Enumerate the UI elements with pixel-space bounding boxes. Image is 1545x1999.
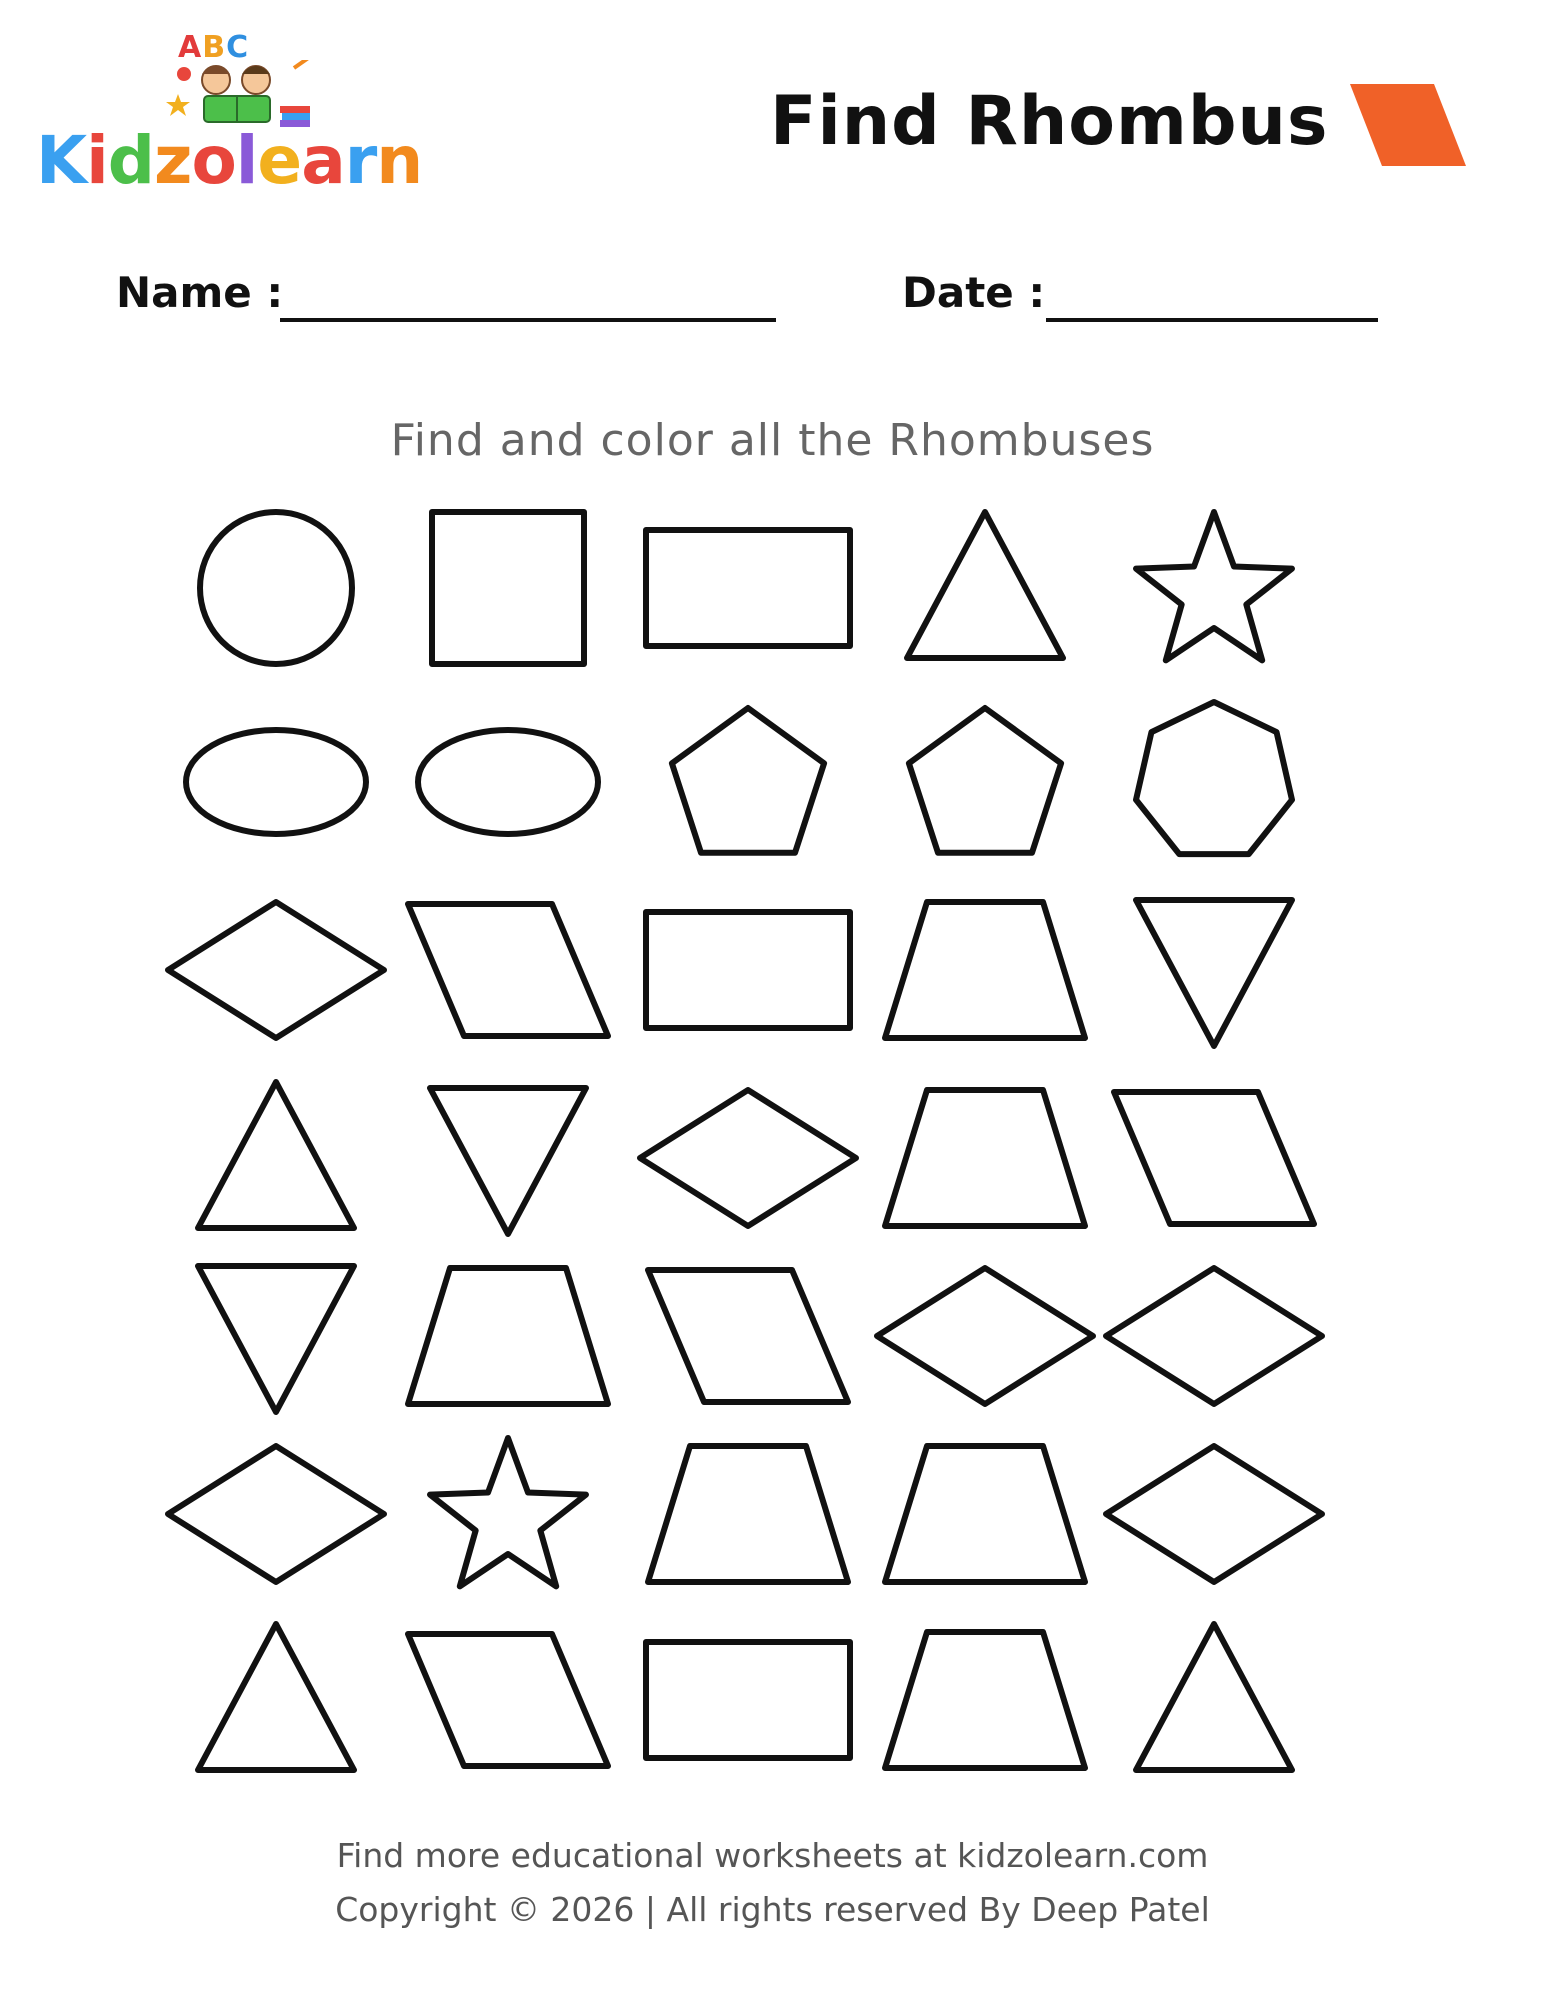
trapezoid-shape[interactable]: [648, 1446, 848, 1582]
trapezoid-shape[interactable]: [885, 902, 1085, 1038]
trapezoid-shape[interactable]: [885, 1090, 1085, 1226]
star-shape[interactable]: [430, 1438, 586, 1586]
logo-char: r: [344, 122, 377, 199]
triangle-shape[interactable]: [198, 1082, 354, 1228]
triangle-shape[interactable]: [1136, 1624, 1292, 1770]
logo-char: o: [191, 122, 236, 199]
rhombus-shape[interactable]: [168, 902, 384, 1038]
logo-char: l: [235, 122, 258, 199]
triangle-shape[interactable]: [198, 1624, 354, 1770]
trapezoid-shape[interactable]: [885, 1446, 1085, 1582]
rhombus-shape[interactable]: [640, 1090, 856, 1226]
rhombus-shape[interactable]: [168, 1446, 384, 1582]
square-shape[interactable]: [432, 512, 584, 664]
ellipse-shape[interactable]: [418, 730, 598, 834]
logo-letter-c: C: [226, 30, 250, 65]
rectangle-shape[interactable]: [646, 1642, 850, 1758]
inverted-triangle-shape[interactable]: [430, 1088, 586, 1234]
inverted-triangle-shape[interactable]: [1136, 900, 1292, 1046]
logo-char: z: [154, 122, 192, 199]
heptagon-shape[interactable]: [1136, 702, 1292, 854]
logo-char: a: [301, 122, 345, 199]
inverted-triangle-shape[interactable]: [198, 1266, 354, 1412]
parallelogram-shape[interactable]: [408, 1634, 608, 1766]
ellipse-shape[interactable]: [186, 730, 366, 834]
rectangle-shape[interactable]: [646, 530, 850, 646]
parallelogram-shape[interactable]: [648, 1270, 848, 1402]
star-shape[interactable]: [1136, 512, 1292, 660]
name-label: Name :: [116, 268, 284, 317]
logo-char: K: [36, 122, 87, 199]
triangle-shape[interactable]: [907, 512, 1063, 658]
footer-website-line: Find more educational worksheets at kidzolearn.com: [336, 1836, 1209, 1875]
rhombus-shape[interactable]: [1106, 1268, 1322, 1404]
logo-char: d: [107, 122, 155, 199]
date-label: Date :: [902, 268, 1046, 317]
parallelogram-shape[interactable]: [408, 904, 608, 1036]
footer-copyright-line: Copyright © 2026 | All rights reserved By Deep Patel: [335, 1890, 1210, 1929]
logo-char: n: [376, 122, 423, 199]
parallelogram-shape[interactable]: [1114, 1092, 1314, 1224]
trapezoid-shape[interactable]: [408, 1268, 608, 1404]
instruction-text: Find and color all the Rhombuses: [390, 415, 1155, 466]
trapezoid-shape[interactable]: [885, 1632, 1085, 1768]
page-title: Find Rhombus: [770, 82, 1329, 161]
rhombus-shape[interactable]: [1106, 1446, 1322, 1582]
pentagon-shape[interactable]: [672, 708, 824, 853]
pentagon-shape[interactable]: [909, 708, 1061, 853]
logo-letter-b: B: [202, 30, 227, 65]
rhombus-shape[interactable]: [877, 1268, 1093, 1404]
logo-char: i: [86, 122, 108, 199]
logo-char: e: [257, 122, 302, 199]
logo-letter-a: A: [178, 30, 203, 65]
rectangle-shape[interactable]: [646, 912, 850, 1028]
circle-shape[interactable]: [200, 512, 352, 664]
